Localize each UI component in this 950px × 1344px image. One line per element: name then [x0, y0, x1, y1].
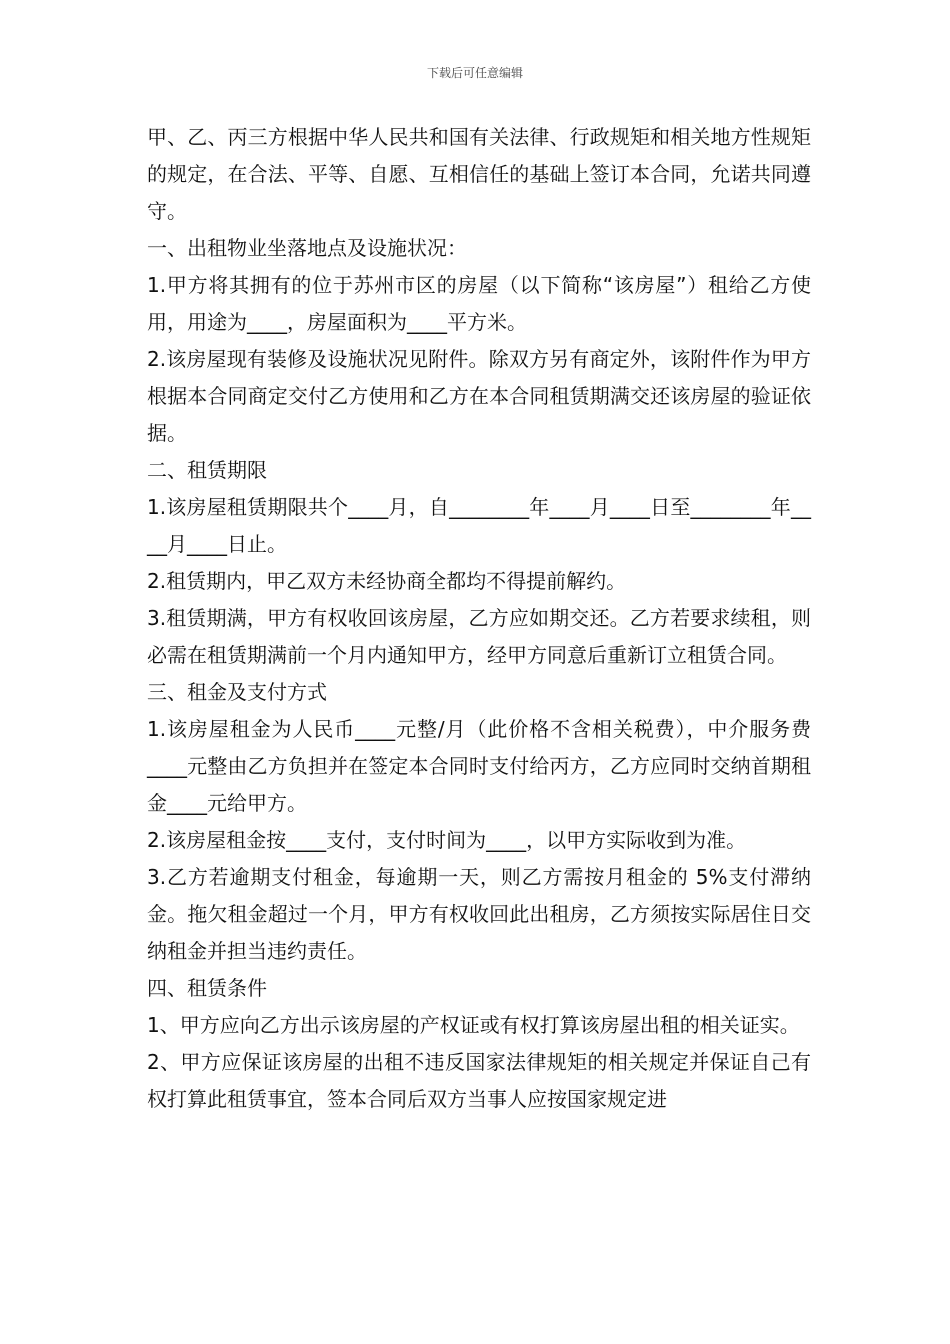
contract-body: [147, 119, 811, 1118]
section-heading-1: 一、出租物业坐落地点及设施状况：: [147, 236, 467, 260]
clause-2-1: 1.该房屋租赁期限共个____月，自________年____月____日至________年____月____日止。: [147, 495, 811, 556]
clause-4-2: 2、甲方应保证该房屋的出租不违反国家法律规矩的相关规定并保证自己有权打算此租赁事宜，签本合同后双方当事人应按国家规定进: [147, 1050, 811, 1111]
clause-3-1: 1.该房屋租金为人民币____元整/月（此价格不含相关税费），中介服务费____元整由乙方负担并在签定本合同时支付给丙方，乙方应同时交纳首期租金____元给甲方。: [147, 717, 811, 815]
section-heading-3: 三、租金及支付方式: [147, 680, 327, 704]
paragraph-preamble: 甲、乙、丙三方根据中华人民共和国有关法律、行政规矩和相关地方性规矩的规定，在合法、平等、自愿、互相信任的基础上签订本合同，允诺共同遵守。: [147, 125, 811, 223]
clause-1-2: 2.该房屋现有装修及设施状况见附件。除双方另有商定外，该附件作为甲方根据本合同商定交付乙方使用和乙方在本合同租赁期满交还该房屋的验证依据。: [147, 347, 811, 445]
clause-2-2: 2.租赁期内，甲乙双方未经协商全都均不得提前解约。: [147, 569, 627, 593]
clause-1-1: 1.甲方将其拥有的位于苏州市区的房屋（以下简称“该房屋”）租给乙方使用，用途为____，房屋面积为____平方米。: [147, 273, 811, 334]
clause-3-3: 3.乙方若逾期支付租金，每逾期一天，则乙方需按月租金的 5%支付滞纳金。拖欠租金超过一个月，甲方有权收回此出租房，乙方须按实际居住日交纳租金并担当违约责任。: [147, 865, 811, 963]
section-heading-4: 四、租赁条件: [147, 976, 267, 1000]
section-heading-2: 二、租赁期限: [147, 458, 267, 482]
clause-3-2: 2.该房屋租金按____支付，支付时间为____，以甲方实际收到为准。: [147, 828, 747, 852]
page-header: 下载后可任意编辑: [426, 66, 523, 80]
clause-4-1: 1、甲方应向乙方出示该房屋的产权证或有权打算该房屋出租的相关证实。: [147, 1013, 800, 1037]
clause-2-3: 3.租赁期满，甲方有权收回该房屋，乙方应如期交还。乙方若要求续租，则必需在租赁期满前一个月内通知甲方，经甲方同意后重新订立租赁合同。: [147, 606, 811, 667]
